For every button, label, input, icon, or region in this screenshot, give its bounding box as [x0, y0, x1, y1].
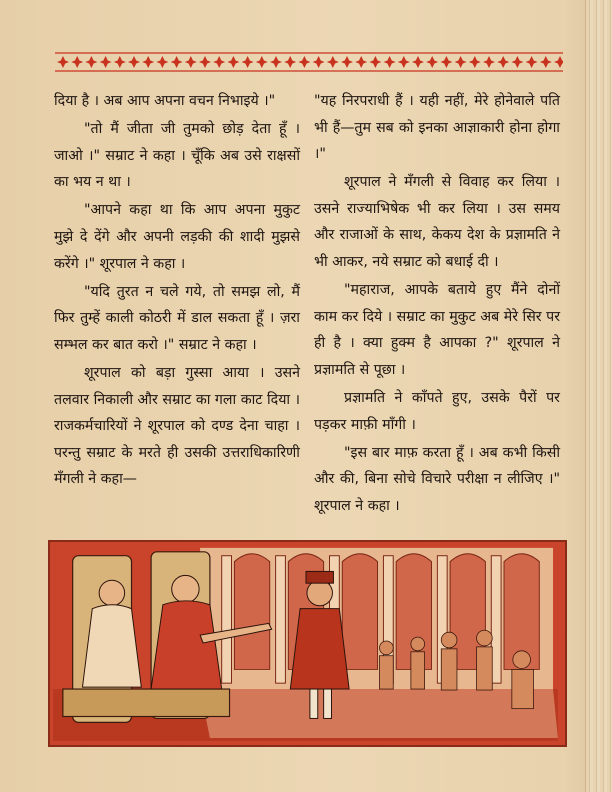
border-star-icon — [227, 56, 239, 68]
paragraph: "आपने कहा था कि आप अपना मुकुट मुझे दे देंगे और अपनी लड़की की शादी मुझसे करेंगे ।" शूरपाल ने कहा । — [54, 202, 300, 272]
border-star-icon — [256, 56, 268, 68]
paragraph: "यह निरपराधी हैं । यही नहीं, मेरे होनेवाले पति भी हैं—तुम सब को इनका आज्ञाकारी होना होगा ।" — [314, 93, 560, 163]
border-star-icon — [71, 56, 83, 68]
border-star-icon — [100, 56, 112, 68]
right-text-column — [314, 88, 560, 521]
border-star-icon — [284, 56, 296, 68]
paragraph: शूरपाल को बड़ा गुस्सा आया । उसने तलवार निकाली और सम्राट का गला काट दिया । राजकर्मचारियों ने शूरपाल को दण्ड देना चाहा । परन्तु सम्राट के मरते ही उसकी उत्तराधिकारिणी मँगली ने कहा— — [54, 364, 300, 488]
border-star-icon — [128, 56, 140, 68]
paragraph: "तो मैं जीता जी तुमको छोड़ देता हूँ । जाओ ।" सम्राट ने कहा । चूँकि अब उसे राक्षसों का भय न था । — [54, 121, 300, 191]
border-star-icon — [142, 56, 154, 68]
court-scene-illustration — [48, 540, 567, 747]
border-star-icon — [440, 56, 452, 68]
border-star-icon — [185, 56, 197, 68]
border-star-icon — [242, 56, 254, 68]
left-text-column — [54, 88, 300, 494]
border-star-icon — [483, 56, 495, 68]
border-star-icon — [469, 56, 481, 68]
border-star-icon — [199, 56, 211, 68]
page-spine — [585, 0, 612, 792]
paragraph: शूरपाल ने मँगली से विवाह कर लिया । उसने राज्याभिषेक भी कर लिया । उस समय और राजाओं के साथ, केकय देश के प्रज्ञामति ने भी आकर, नये सम्राट को बधाई दी । — [314, 174, 560, 271]
border-star-icon — [270, 56, 282, 68]
paragraph: "महाराज, आपके बताये हुए मैंने दोनों काम कर दिये । सम्राट का मुकुट अब मेरे सिर पर ही है । क्या हुक्म है आपका ?" शूरपाल ने प्रज्ञामति से पूछा । — [314, 282, 560, 378]
border-star-icon — [540, 56, 552, 68]
border-star-icon — [554, 56, 563, 68]
border-star-icon — [355, 56, 367, 68]
border-star-icon — [497, 56, 509, 68]
border-star-icon — [327, 56, 339, 68]
paragraph: प्रज्ञामति ने काँपते हुए, उसके पैरों पर पड़कर माफ़ी माँगी । — [314, 390, 560, 433]
paragraph: "यदि तुरत न चले गये, तो समझ लो, मैं फिर तुम्हें काली कोठरी में डाल सकता हूँ । ज़रा सम्भल कर बात करो ।" सम्राट ने कहा । — [54, 283, 300, 353]
border-star-icon — [511, 56, 523, 68]
border-star-icon — [171, 56, 183, 68]
court-scene-drawing — [50, 542, 561, 741]
decorative-star-border-icon — [55, 51, 563, 73]
border-star-icon — [526, 56, 538, 68]
border-star-icon — [85, 56, 97, 68]
paragraph: "इस बार माफ़ करता हूँ । अब कभी किसी और की, बिना सोचे विचारे परीक्षा न लीजिए ।" शूरपाल ने कहा । — [314, 444, 560, 514]
border-star-icon — [341, 56, 353, 68]
border-star-icon — [57, 56, 69, 68]
border-star-icon — [369, 56, 381, 68]
border-star-icon — [384, 56, 396, 68]
border-star-icon — [426, 56, 438, 68]
border-star-icon — [298, 56, 310, 68]
border-star-icon — [114, 56, 126, 68]
border-star-icon — [213, 56, 225, 68]
border-star-icon — [455, 56, 467, 68]
paragraph: दिया है । अब आप अपना वचन निभाइये ।" — [54, 93, 276, 109]
border-star-icon — [412, 56, 424, 68]
border-star-icon — [156, 56, 168, 68]
border-star-icon — [398, 56, 410, 68]
border-star-icon — [313, 56, 325, 68]
